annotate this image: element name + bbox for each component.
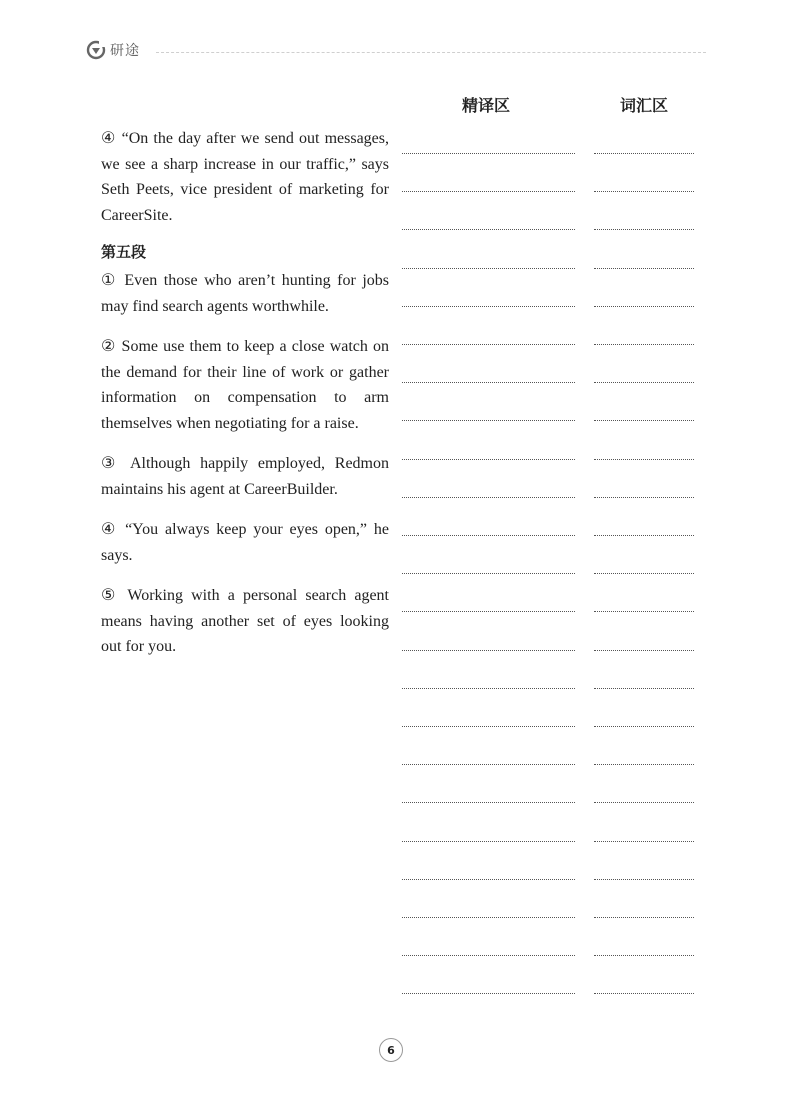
translation-writing-line[interactable] <box>402 420 575 421</box>
page-number-badge <box>377 1036 405 1064</box>
vocabulary-writing-line[interactable] <box>594 650 694 651</box>
sentence-1: ① Even those who aren’t hunting for jobs may find search agents worthwhile. <box>101 272 389 315</box>
translation-writing-line[interactable] <box>402 153 575 154</box>
vocabulary-column-heading: 词汇区 <box>620 96 669 115</box>
vocabulary-writing-line[interactable] <box>594 306 694 307</box>
sentence-5: ⑤ Working with a personal search agent means having another set of eyes looking out for you. <box>101 587 389 655</box>
translation-writing-line[interactable] <box>402 344 575 345</box>
vocabulary-writing-line[interactable] <box>594 268 694 269</box>
vocabulary-writing-line[interactable] <box>594 841 694 842</box>
translation-writing-line[interactable] <box>402 879 575 880</box>
translation-writing-line[interactable] <box>402 917 575 918</box>
vocabulary-writing-line[interactable] <box>594 535 694 536</box>
vocabulary-writing-line[interactable] <box>594 382 694 383</box>
page-number: 6 <box>379 1038 403 1062</box>
brand-logo <box>86 40 140 60</box>
vocabulary-writing-line[interactable] <box>594 993 694 994</box>
translation-writing-line[interactable] <box>402 841 575 842</box>
translation-writing-line[interactable] <box>402 993 575 994</box>
translation-writing-line[interactable] <box>402 459 575 460</box>
translation-writing-line[interactable] <box>402 535 575 536</box>
vocabulary-writing-line[interactable] <box>594 917 694 918</box>
vocabulary-writing-line[interactable] <box>594 497 694 498</box>
vocabulary-writing-line[interactable] <box>594 879 694 880</box>
translation-writing-line[interactable] <box>402 573 575 574</box>
vocabulary-writing-line[interactable] <box>594 802 694 803</box>
header-divider <box>156 52 706 53</box>
sentence-4: ④ “On the day after we send out messages, we see a sharp increase in our traffic,” says Seth Peets, vice president of marketing for CareerSite. <box>101 130 389 224</box>
translation-writing-line[interactable] <box>402 726 575 727</box>
vocabulary-writing-line[interactable] <box>594 573 694 574</box>
brand-mark-icon <box>86 40 106 60</box>
translation-writing-line[interactable] <box>402 955 575 956</box>
vocabulary-writing-line[interactable] <box>594 229 694 230</box>
translation-writing-line[interactable] <box>402 688 575 689</box>
vocabulary-writing-line[interactable] <box>594 344 694 345</box>
sentence-4b: ④ “You always keep your eyes open,” he says. <box>101 521 389 564</box>
vocabulary-writing-line[interactable] <box>594 420 694 421</box>
translation-writing-line[interactable] <box>402 802 575 803</box>
translation-writing-line[interactable] <box>402 382 575 383</box>
translation-writing-line[interactable] <box>402 764 575 765</box>
reading-text <box>101 126 389 660</box>
sentence-2: ② Some use them to keep a close watch on the demand for their line of work or gather information on compensation to arm themselves when negotiating for a raise. <box>101 338 389 432</box>
vocabulary-writing-line[interactable] <box>594 688 694 689</box>
vocabulary-writing-line[interactable] <box>594 459 694 460</box>
vocabulary-writing-line[interactable] <box>594 611 694 612</box>
translation-writing-line[interactable] <box>402 611 575 612</box>
translation-writing-line[interactable] <box>402 229 575 230</box>
translation-column-heading: 精译区 <box>462 96 511 115</box>
translation-writing-line[interactable] <box>402 650 575 651</box>
translation-writing-line[interactable] <box>402 191 575 192</box>
vocabulary-writing-line[interactable] <box>594 191 694 192</box>
translation-writing-line[interactable] <box>402 268 575 269</box>
translation-writing-line[interactable] <box>402 306 575 307</box>
vocabulary-writing-line[interactable] <box>594 764 694 765</box>
brand-name: 研途 <box>110 43 140 59</box>
translation-writing-line[interactable] <box>402 497 575 498</box>
vocabulary-writing-line[interactable] <box>594 153 694 154</box>
vocabulary-writing-line[interactable] <box>594 955 694 956</box>
section-heading: 第五段 <box>101 243 147 261</box>
sentence-3: ③ Although happily employed, Redmon maintains his agent at CareerBuilder. <box>101 455 389 498</box>
vocabulary-writing-line[interactable] <box>594 726 694 727</box>
page-header <box>86 40 706 64</box>
